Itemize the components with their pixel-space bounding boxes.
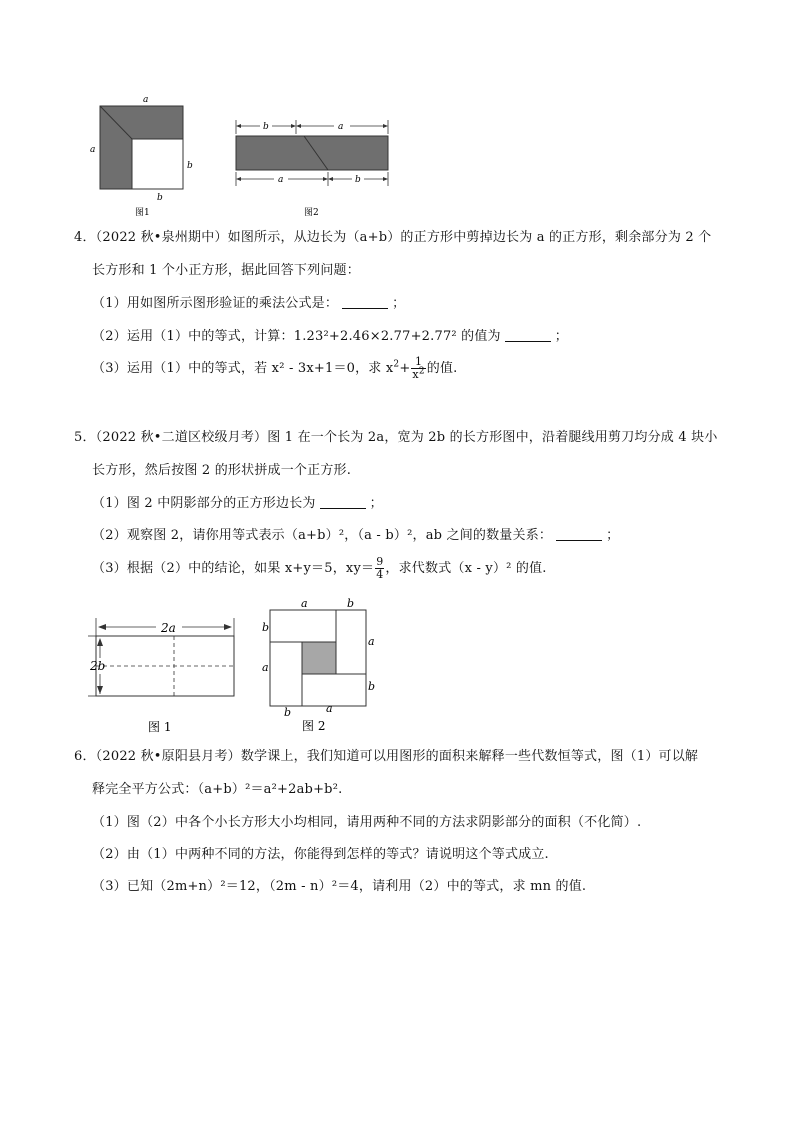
fig2-mid-label-b-right: b [368, 680, 376, 693]
q5-part1-blank [320, 496, 366, 509]
q5-part2-blank [556, 528, 602, 541]
q4-part2-end: ； [554, 329, 568, 344]
q4-line1: 4．（2022 秋•泉州期中）如图所示，从边长为（a+b）的正方形中剪掉边长为 a 的正方形，剩余部分为 2 个 [74, 230, 712, 245]
q4-line2: 长方形和 1 个小正方形，据此回答下列问题： [92, 263, 360, 278]
q4-part3-end: 的值. [426, 361, 458, 376]
fig2-label-top-right: a [338, 122, 344, 132]
fig1-label-top: a [143, 95, 149, 105]
q5-part1-text: （1）图 2 中阴影部分的正方形边长为 [92, 496, 316, 511]
q5-frac-num: 9 [376, 555, 384, 568]
fig2-caption: 图2 [304, 208, 319, 218]
figure-2-top [230, 116, 396, 220]
fig1-mid-caption: 图 1 [148, 720, 172, 734]
q4-frac-den-sup: 2 [418, 366, 425, 377]
q5-part2-end: ； [606, 528, 620, 543]
q4-part2 [92, 329, 568, 345]
q4-part1-blank [342, 296, 388, 309]
fig2-mid-label-a-top: a [301, 597, 308, 610]
fig1-label-right: b [187, 161, 193, 171]
fig2-mid-label-b-bottom: b [284, 706, 292, 719]
q6-part1: （1）图（2）中各个小长方形大小均相同，请用两种不同的方法求阴影部分的面积（不化简）. [92, 815, 642, 830]
q5-part2-text: （2）观察图 2，请你用等式表示（a+b）²，（a - b）²，ab 之间的数量关系： [92, 528, 553, 543]
q4-part2-blank [505, 329, 551, 342]
fig1-mid-top-label: 2a [161, 621, 176, 635]
fig2-mid-caption: 图 2 [302, 719, 326, 733]
q4-part3 [92, 356, 458, 381]
fig2-label-bottom-left: a [278, 175, 284, 185]
q5-part3-fraction [375, 556, 384, 581]
q4-part3-plus: + [399, 361, 411, 376]
fig1-mid-left-label: 2b [90, 659, 106, 673]
q6-part2: （2）由（1）中两种不同的方法，你能得到怎样的等式？请说明这个等式成立. [92, 847, 549, 862]
fig2-mid-label-a-right: a [368, 635, 375, 648]
q5-line2: 长方形，然后按图 2 的形状拼成一个正方形. [92, 463, 352, 478]
q6-line1: 6．（2022 秋•原阳县月考）数学课上，我们知道可以用图形的面积来解释一些代数恒等式，图（1）可以解 [74, 749, 699, 764]
q5-part1 [92, 496, 383, 512]
q5-part2 [92, 528, 619, 544]
q4-part1-end: ； [392, 296, 406, 311]
fig1-label-bottom: b [157, 193, 163, 203]
q5-part3 [92, 556, 547, 582]
q4-part3-fraction [411, 356, 425, 381]
fig2-label-bottom-right: b [355, 175, 361, 185]
q6-line2: 释完全平方公式：（a+b）²＝a²+2ab+b². [92, 782, 343, 797]
q5-part1-end: ； [369, 496, 383, 511]
fig2-mid-label-a-left: a [262, 661, 269, 674]
fig2-label-top-left: b [263, 122, 269, 132]
q4-frac-den-base: x [412, 368, 419, 381]
fig1-caption: 图1 [135, 208, 150, 218]
figure-1-mid [84, 614, 244, 738]
q4-part3-sup: 2 [393, 359, 400, 370]
q4-part1 [92, 296, 405, 312]
figure-1-top [86, 92, 196, 220]
q4-part2-text: （2）运用（1）中的等式，计算：1.23²+2.46×2.77+2.77² 的值为 [92, 329, 501, 344]
q4-frac-num: 1 [411, 356, 425, 369]
q5-part3-end: ，求代数式（x - y）² 的值. [385, 561, 547, 576]
q4-part3-text: （3）运用（1）中的等式，若 x² - 3x+1＝0，求 x [92, 361, 394, 376]
q4-part1-text: （1）用如图所示图形验证的乘法公式是： [92, 296, 339, 311]
q5-line1: 5．（2022 秋•二道区校级月考）图 1 在一个长为 2a，宽为 2b 的长方形图中，沿着腿线用剪刀均分成 4 块小 [74, 430, 718, 445]
fig2-mid-label-b-top: b [347, 597, 355, 610]
fig2-mid-label-a-bottom: a [326, 702, 333, 715]
q4-frac-den [411, 366, 425, 381]
q5-part3-text: （3）根据（2）中的结论，如果 x+y＝5，xy＝ [92, 561, 375, 576]
q5-frac-den: 4 [376, 568, 384, 581]
fig1-label-left: a [90, 145, 96, 155]
fig2-mid-label-b-left: b [262, 621, 270, 634]
figure-2-mid [256, 596, 384, 738]
q6-part3: （3）已知（2m+n）²＝12，（2m - n）²＝4，请利用（2）中的等式，求 mn 的值. [92, 879, 587, 894]
